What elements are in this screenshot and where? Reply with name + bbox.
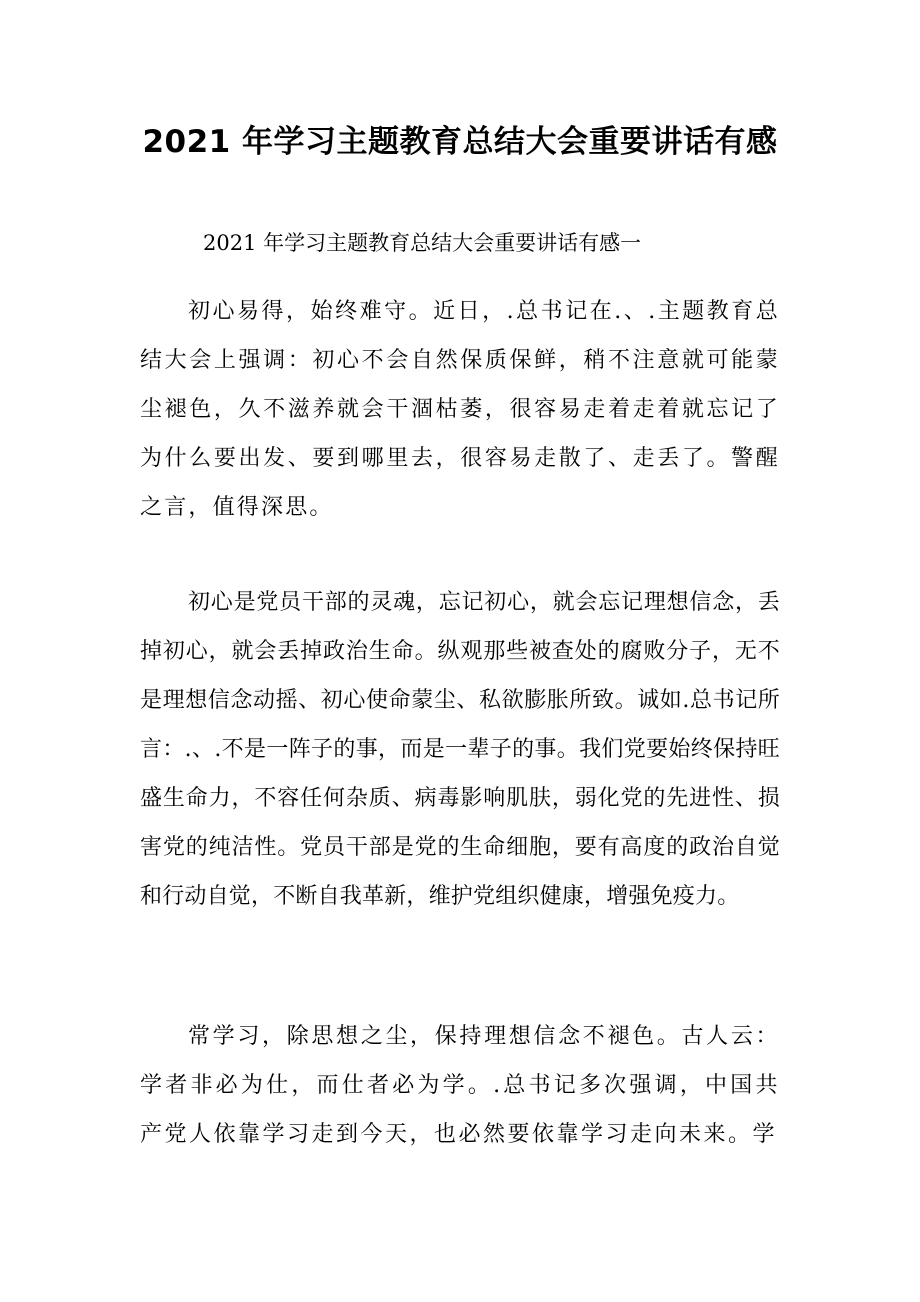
document-title: 2021 年学习主题教育总结大会重要讲话有感 xyxy=(142,124,778,160)
paragraph-2: 初心是党员干部的灵魂，忘记初心，就会忘记理想信念，丢掉初心，就会丢掉政治生命。纵观那些被查处的腐败分子，无不是理想信念动摇、初心使命蒙尘、私欲膨胀所致。诚如.总书记所言：.、.不是一阵子的事，而是一辈子的事。我们党要始终保持旺盛生命力，不容任何杂质、病毒影响肌肤，弱化党的先进性、损害党的纯洁性。党员干部是党的生命细胞，要有高度的政治自觉和行动自觉，不断自我革新，维护党组织健康，增强免疫力。 xyxy=(140,590,780,909)
paragraph-1: 初心易得，始终难守。近日，.总书记在.、.主题教育总结大会上强调：初心不会自然保质保鲜，稍不注意就可能蒙尘褪色，久不滋养就会干涸枯萎，很容易走着走着就忘记了为什么要出发、要到哪里去，很容易走散了、走丢了。警醒之言，值得深思。 xyxy=(140,299,780,520)
document-subtitle: 2021 年学习主题教育总结大会重要讲话有感一 xyxy=(203,231,642,255)
paragraph-3: 常学习，除思想之尘，保持理想信念不褪色。古人云：学者非必为仕，而仕者必为学。.总书记多次强调，中国共产党人依靠学习走到今天，也必然要依靠学习走向未来。学 xyxy=(140,1024,780,1147)
